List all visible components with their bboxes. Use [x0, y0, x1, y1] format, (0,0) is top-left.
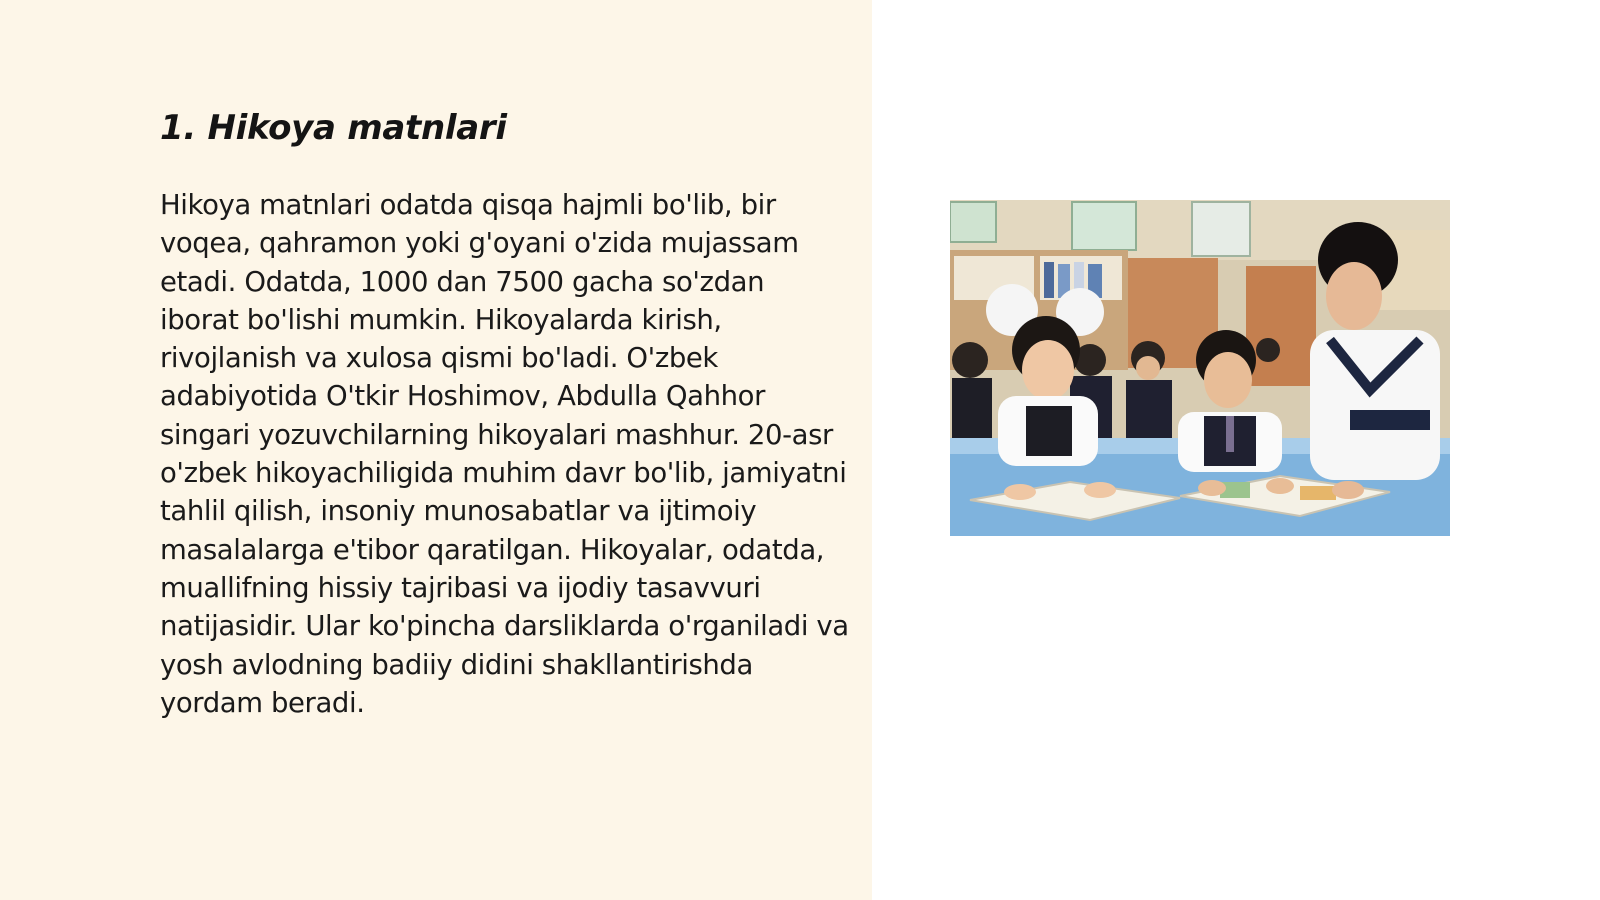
slide-heading: 1. Hikoya matnlari	[160, 108, 507, 148]
slide-body-text: Hikoya matnlari odatda qisqa hajmli bo'lib, bir voqea, qahramon yoki g'oyani o'zida mujassam etadi. Odatda, 1000 dan 7500 gacha so'zdan iborat bo'lishi mumkin. Hikoyalarda kirish, rivojlanish va xulosa qismi bo'ladi. O'zbek adabiyotida O'tkir Hoshimov, Abdulla Qahhor singari yozuvchilarning hikoyalari mashhur. 20-asr o'zbek hikoyachiligida muhim davr bo'lib, jamiyatni tahlil qilish, insoniy munosabatlar va ijtimoiy masalalarga e'tibor qaratilgan. Hikoyalar, odatda, muallifning hissiy tajribasi va ijodiy tasavvuri natijasidir. Ular ko'pincha darsliklarda o'rganiladi va yosh avlodning badiiy didini shakllantirishda yordam beradi.	[160, 189, 849, 719]
classroom-photo	[950, 200, 1450, 536]
classroom-illustration	[950, 200, 1450, 536]
